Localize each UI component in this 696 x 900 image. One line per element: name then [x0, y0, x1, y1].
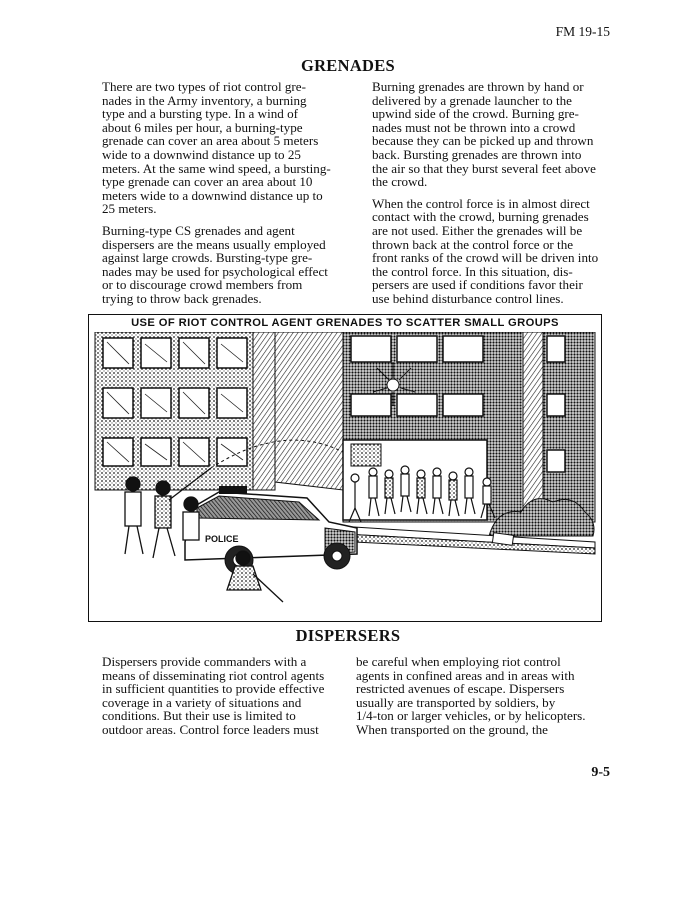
grenades-right-paragraph-2: [356, 197, 618, 306]
police-car: [185, 486, 357, 574]
dispersers-right-paragraph-1: [356, 655, 618, 737]
text-line: dispersers are the means usually employed: [102, 236, 326, 252]
dispersers-left-column: [86, 655, 348, 745]
text-line: are not used. Either the grenades will be: [372, 222, 583, 238]
dispersers-title: DISPERSERS: [295, 626, 401, 645]
figure-caption: USE OF RIOT CONTROL AGENT GRENADES TO SCATTER SMALL GROUPS: [131, 317, 559, 329]
text-line: meters. At the same wind speed, a bursting-: [102, 160, 331, 176]
text-line: nades may be used for psychological effect: [102, 263, 328, 279]
text-line: There are two types of riot control gre-: [102, 79, 306, 94]
text-line: against large crowds. Bursting-type gre-: [102, 250, 313, 266]
text-line: the control force. In this situation, dis-: [372, 263, 573, 279]
text-line: in sufficient quantities to provide effective: [102, 681, 325, 697]
text-line: type and a bursting type. In a wind of: [102, 106, 298, 122]
text-line: grenade can cover an area about 5 meters: [102, 133, 319, 149]
text-line: front ranks of the crowd will be driven into: [372, 250, 599, 266]
text-line: wide to a downwind distance up to 25: [102, 146, 301, 162]
text-line: coverage in a variety of situations and: [102, 694, 302, 710]
text-line: When transported on the ground, the: [356, 721, 548, 737]
text-line: delivered by a grenade launcher to the: [372, 92, 572, 108]
text-line: 25 meters.: [102, 201, 157, 217]
text-line: persers are used if conditions favor their: [372, 277, 583, 293]
dispersers-right-column: [356, 655, 618, 745]
text-line: type grenade can cover an area about 10: [102, 174, 313, 190]
text-line: nades must not be thrown into a crowd: [372, 119, 576, 135]
text-line: agents in confined areas and in areas with: [356, 667, 575, 683]
text-line: use behind disturbance control lines.: [372, 290, 564, 306]
text-line: about 6 miles per hour, a burning-type: [102, 119, 303, 135]
text-line: outdoor areas. Control force leaders must: [102, 721, 319, 737]
figure-frame: [88, 314, 602, 622]
text-line: thrown back at the control force or the: [372, 236, 574, 252]
grenades-left-paragraph-2: [86, 224, 348, 306]
grenades-right-paragraph-1: [356, 80, 618, 189]
text-line: restricted avenues of escape. Dispersers: [356, 681, 565, 697]
text-line: back. Bursting grenades are thrown into: [372, 146, 582, 162]
text-line: be careful when employing riot control: [356, 654, 561, 669]
text-line: Burning-type CS grenades and agent: [102, 222, 295, 238]
page-number: 9-5: [591, 765, 610, 780]
text-line: When the control force is in almost direct: [372, 195, 590, 211]
left-building: [95, 332, 275, 490]
text-line: upwind side of the crowd. Burning gre-: [372, 106, 579, 122]
text-line: trying to throw back grenades.: [102, 290, 262, 306]
manual-code: FM 19-15: [555, 24, 610, 39]
riot-scene-illustration: [93, 332, 597, 618]
text-line: meters wide to a downwind distance up to: [102, 187, 323, 203]
grenades-left-column: [86, 80, 348, 314]
text-line: the air so that they burst several feet above: [372, 160, 596, 176]
text-line: because they can be picked up and thrown: [372, 133, 594, 149]
text-line: usually are transported by soldiers, by: [356, 694, 556, 710]
dispersers-left-paragraph-1: [86, 655, 348, 737]
text-line: Burning grenades are thrown by hand or: [372, 79, 584, 94]
text-line: 1/4-ton or larger vehicles, or by helicopters.: [356, 708, 586, 724]
text-line: Dispersers provide commanders with a: [102, 654, 307, 669]
police-door-label: POLICE: [205, 534, 239, 544]
grenades-left-paragraph-1: [86, 80, 348, 216]
grenades-title: GRENADES: [300, 56, 396, 75]
text-line: contact with the crowd, burning grenades: [372, 209, 589, 225]
text-line: or to discourage crowd members from: [102, 277, 303, 293]
text-line: the crowd.: [372, 174, 428, 190]
text-line: conditions. But their use is limited to: [102, 708, 296, 724]
grenades-right-column: [356, 80, 618, 314]
text-line: nades in the Army inventory, a burning: [102, 92, 307, 108]
text-line: means of disseminating riot control agents: [102, 667, 325, 683]
